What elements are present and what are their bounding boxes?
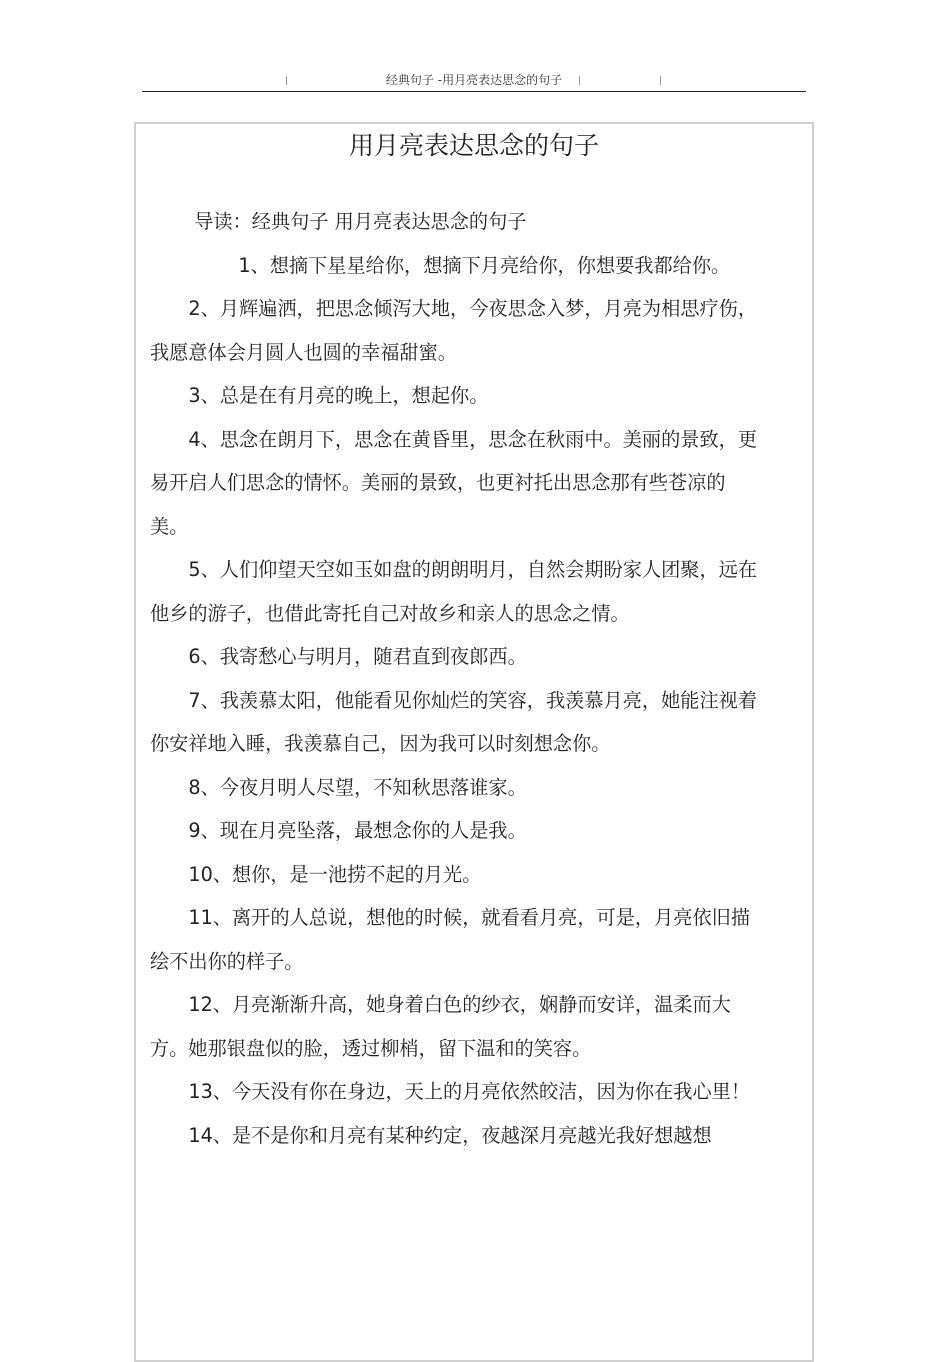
intro-paragraph: 导读：经典句子 用月亮表达思念的句子 bbox=[194, 210, 527, 233]
list-item: 2、月辉遍洒，把思念倾泻大地，今夜思念入梦，月亮为相思疗伤，我愿意体会月圆人也圆的幸福甜蜜。 bbox=[150, 297, 758, 364]
list-item: 12、月亮渐渐升高，她身着白色的纱衣，娴静而安详，温柔而大方。她那银盘似的脸，透过柳梢，留下温和的笑容。 bbox=[150, 993, 731, 1060]
list-item: 3、总是在有月亮的晚上，想起你。 bbox=[188, 384, 489, 407]
list-item: 4、思念在朗月下，思念在黄昏里，思念在秋雨中。美丽的景致，更易开启人们思念的情怀。美丽的景致，也更衬托出思念那有些苍凉的美。 bbox=[150, 427, 758, 538]
list-item: 10、想你，是一池捞不起的月光。 bbox=[188, 862, 482, 886]
list-item: 5、人们仰望天空如玉如盘的朗朗明月，自然会期盼家人团聚，远在他乡的游子，也借此寄托自己对故乡和亲人的思念之情。 bbox=[150, 558, 758, 625]
page-header bbox=[142, 64, 806, 92]
header-text: 经典句子 -用月亮表达思念的句子 bbox=[385, 73, 563, 87]
document-body bbox=[150, 200, 760, 1157]
list-item: 6、我寄愁心与明月，随君直到夜郎西。 bbox=[188, 645, 527, 668]
list-item: 13、今天没有你在身边，天上的月亮依然皎洁，因为你在我心里！ bbox=[188, 1080, 751, 1103]
list-item: 7、我羡慕太阳，他能看见你灿烂的笑容，我羡慕月亮，她能注视着你安祥地入睡，我羡慕自己，因为我可以时刻想念你。 bbox=[150, 688, 758, 755]
list-item: 9、现在月亮坠落，最想念你的人是我。 bbox=[188, 819, 527, 842]
list-item: 8、今夜月明人尽望，不知秋思落谁家。 bbox=[188, 775, 527, 799]
list-item: 1、想摘下星星给你，想摘下月亮给你，你想要我都给你。 bbox=[238, 253, 731, 277]
list-item: 14、是不是你和月亮有某种约定，夜越深月亮越光我好想越想 bbox=[188, 1123, 712, 1147]
header-rule bbox=[142, 91, 806, 92]
list-item: 11、离开的人总说，想他的时候，就看看月亮，可是，月亮依旧描绘不出你的样子。 bbox=[150, 906, 751, 973]
document-title: 用月亮表达思念的句子 bbox=[348, 131, 599, 160]
